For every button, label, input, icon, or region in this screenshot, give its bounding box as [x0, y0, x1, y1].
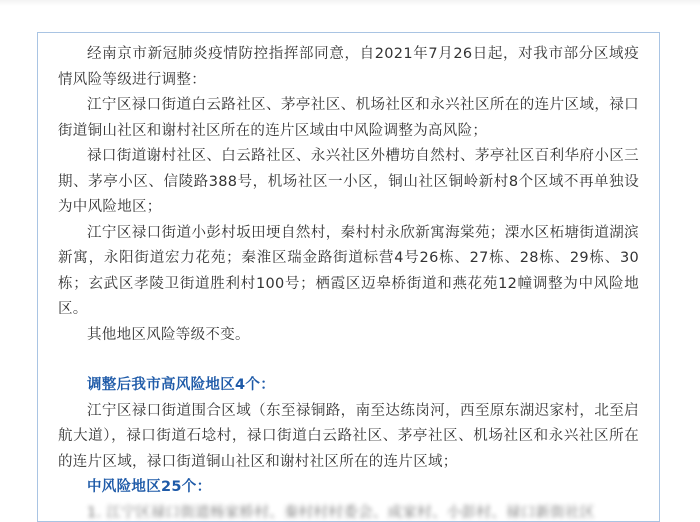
top-fade: [0, 0, 700, 6]
high-risk-text: 江宁区禄口街道围合区域（东至禄铜路，南至达练岗河，西至原东湖迟家村，北至启航大道），禄口街道石埝村，禄口街道白云路社区、茅亭社区、机场社区和永兴社区所在的连片区域，禄口街道铜山社区和谢村社区所在的连片区域；: [58, 399, 639, 476]
medium-risk-heading: 中风险地区25个：: [58, 475, 639, 501]
notice-paragraph: 禄口街道谢村社区、白云路社区、永兴社区外槽坊自然村、茅亭社区百利华府小区三期、茅亭小区、信陵路388号，机场社区一小区，铜山社区铜岭新村8个区域不再单独设为中风险地区；: [58, 144, 639, 221]
medium-risk-partial-line: 1. 江宁区禄口街道杨家桥村、秦村村村委会、成家村、小彭村、禄口新街社区: [58, 501, 639, 522]
notice-box: [37, 32, 660, 522]
notice-paragraph: 江宁区禄口街道小彭村坂田埂自然村，秦村村永欣新寓海棠苑；溧水区柘塘街道湖滨新寓，永阳街道宏力花苑；秦淮区瑞金路街道标营4号26栋、27栋、28栋、29栋、30栋；玄武区孝陵卫街道胜利村100号；栖霞区迈皋桥街道和燕花苑12幢调整为中风险地区。: [58, 221, 639, 323]
high-risk-heading: 调整后我市高风险地区4个：: [58, 373, 639, 399]
paragraph-gap: [58, 348, 639, 373]
notice-paragraph: 其他地区风险等级不变。: [58, 323, 639, 349]
notice-intro: 经南京市新冠肺炎疫情防控指挥部同意，自2021年7月26日起，对我市部分区域疫情风险等级进行调整：: [58, 42, 639, 93]
notice-paragraph: 江宁区禄口街道白云路社区、茅亭社区、机场社区和永兴社区所在的连片区域，禄口街道铜山社区和谢村社区所在的连片区域由中风险调整为高风险；: [58, 93, 639, 144]
